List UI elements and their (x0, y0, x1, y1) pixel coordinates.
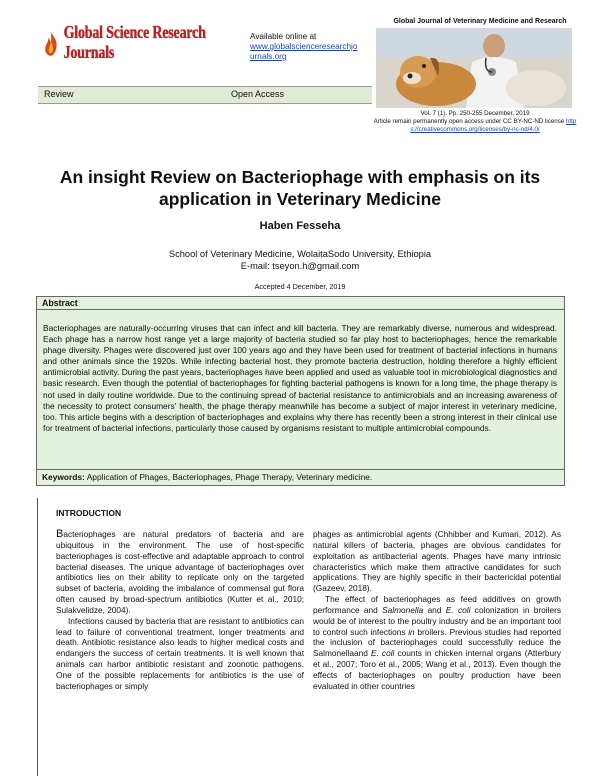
italic-term: in (408, 626, 415, 637)
keywords-label: Keywords: (42, 472, 85, 482)
text-span: The effect of bacteriophages as feed additives on growth performance and (313, 594, 561, 615)
text-span: and (423, 604, 446, 615)
drop-cap: B (56, 528, 64, 540)
text-span: colonization in broilers would be of interest to the poultry industry and be an important tool to control such infections (313, 604, 561, 637)
author-affiliation (40, 248, 560, 272)
abstract-text: Bacteriophages are naturally-occurring viruses that can infect and kill bacteria. They are remarkably diverse, numerous and widespread. Each phage has a narrow host range yet a large majority of bacteria studied so far play host to bacteriophages, hence the remarkable phage diversity. Phages were discovered just over 100 years ago and they have been used for treatment of bacterial infections in humans and other animals since the 1920s. While infecting bacterial host, they promote bacteria destruction, holding therefore a highly efficient antimicrobial activity. During the past years, bacteriophages have been applied and used as valuable tool in microbiological diagnostics and basic research. Even though the potential of bacteriophages for fighting bacterial pathogens is known for a long time, the phage therapy is not used in daily routine worldwide. Due to the continuing spread of bacterial resistance to antimicrobials and an increasing awareness of the necessity to protect consumers' health, the phage therapy meanwhile has become a subject of major interest in veterinary medicine, too. This article begins with a description of bacteriophages and explains why there has recently been a strong interest in their clinical use for treatment of bacterial infections, particularly those caused by organisms resistant to multiple antimicrobial compounds. (43, 323, 557, 433)
text-span: counts in chicken internal organs (Atterbury et al., 2007; Toro et al., 2005; Wang et al., 2013). Even though the effects of bacteriophages on poultry production have been evaluated in other countries (313, 648, 562, 691)
article-type-banner (38, 86, 372, 104)
affiliation-text: School of Veterinary Medicine, WolaitaSodo University, Ethiopia (168, 249, 432, 259)
intro-paragraph (313, 594, 561, 692)
abstract-heading: Abstract (37, 297, 564, 310)
available-label: Available online at (250, 32, 317, 41)
italic-term: E. coli (445, 604, 471, 615)
italic-term: E. coli (371, 648, 395, 659)
intro-paragraph (56, 529, 304, 616)
license-line: Article remain permanently open access under CC BY-NC-ND license (373, 118, 565, 125)
author-name: Haben Fesseha (259, 220, 341, 232)
availability-note (250, 32, 360, 62)
intro-paragraph: phages as antimicrobial agents (Chhibber and Kumari, 2012). As natural killers of bacteria, phages are obvious candidates for exploitation as antibacterial agents. Phages have many intrinsic characteristics which make them attractive candidates for such applications. They are highly specific in their bactericidal potential (Gazeev, 2018). (313, 529, 561, 594)
abstract-box (36, 296, 565, 486)
vet-dog-photo-icon (376, 28, 572, 108)
publisher-name: Global Science Research Journals (63, 24, 206, 63)
text-span: broilers. Previous studies had reported the inclusion of bacteriophages could successfully reduce the Salmonellaand (313, 626, 561, 659)
journal-url-link[interactable]: www.globalscienceresearchjournals.org (250, 42, 358, 61)
left-margin-rule (37, 498, 38, 776)
keywords-row (37, 469, 564, 484)
volume-info (372, 110, 578, 134)
open-access-label: Open Access (231, 89, 285, 99)
intro-paragraph: Infections caused by bacteria that are resistant to antibiotics can lead to failure of conventional treatment, longer treatments and death. Antibiotic resistance also leads to higher medical costs and endangers the success of certain treatments. It is well known that animals can harbor antibiotic resistant and zoonotic pathogens. One of the possible replacements for antibiotics is the use of bacteriophages or simply (56, 615, 304, 691)
author-email[interactable]: E-mail: tseyon.h@gmail.com (240, 261, 360, 271)
volume-line: Vol. 7 (1). Pp. 250-255 December, 2019 (420, 110, 530, 117)
keywords-text: Application of Phages, Bacteriophages, Phage Therapy, Veterinary medicine. (86, 472, 373, 482)
article-title: An insight Review on Bacteriophage with emphasis on its application in Veterinary Medicine (59, 167, 541, 209)
license-link[interactable]: https://creativecommons.org/licenses/by-nc-nd/4.0/ (410, 118, 577, 133)
article-type-label: Review (44, 89, 74, 99)
journal-title: Global Journal of Veterinary Medicine and Research (393, 18, 567, 25)
intro-right-column (313, 529, 561, 692)
publisher-logo (40, 24, 240, 64)
flame-logo-icon (40, 29, 62, 59)
italic-term: Salmonella (382, 604, 424, 615)
journal-cover-photo (376, 28, 572, 108)
accepted-date: Accepted 4 December, 2019 (254, 282, 346, 291)
intro-paragraph-text: acteriophages are natural predators of bacteria and are ubiquitous in the environment. The use of host-specific bacteriophages is cost-effective and adaptable approach to control bacterial diseases. The unique advantage of bacteriophages over antibiotics lies on their ability to replicate only on the targeted subset of bacteria, avoiding the imbalance of commensal gut flora often caused by broad-spectrum antibiotics (Kutter et al., 2010; Sulakvelidze, 2004). (56, 529, 304, 615)
intro-left-column (56, 529, 304, 692)
introduction-heading: INTRODUCTION (56, 508, 122, 518)
